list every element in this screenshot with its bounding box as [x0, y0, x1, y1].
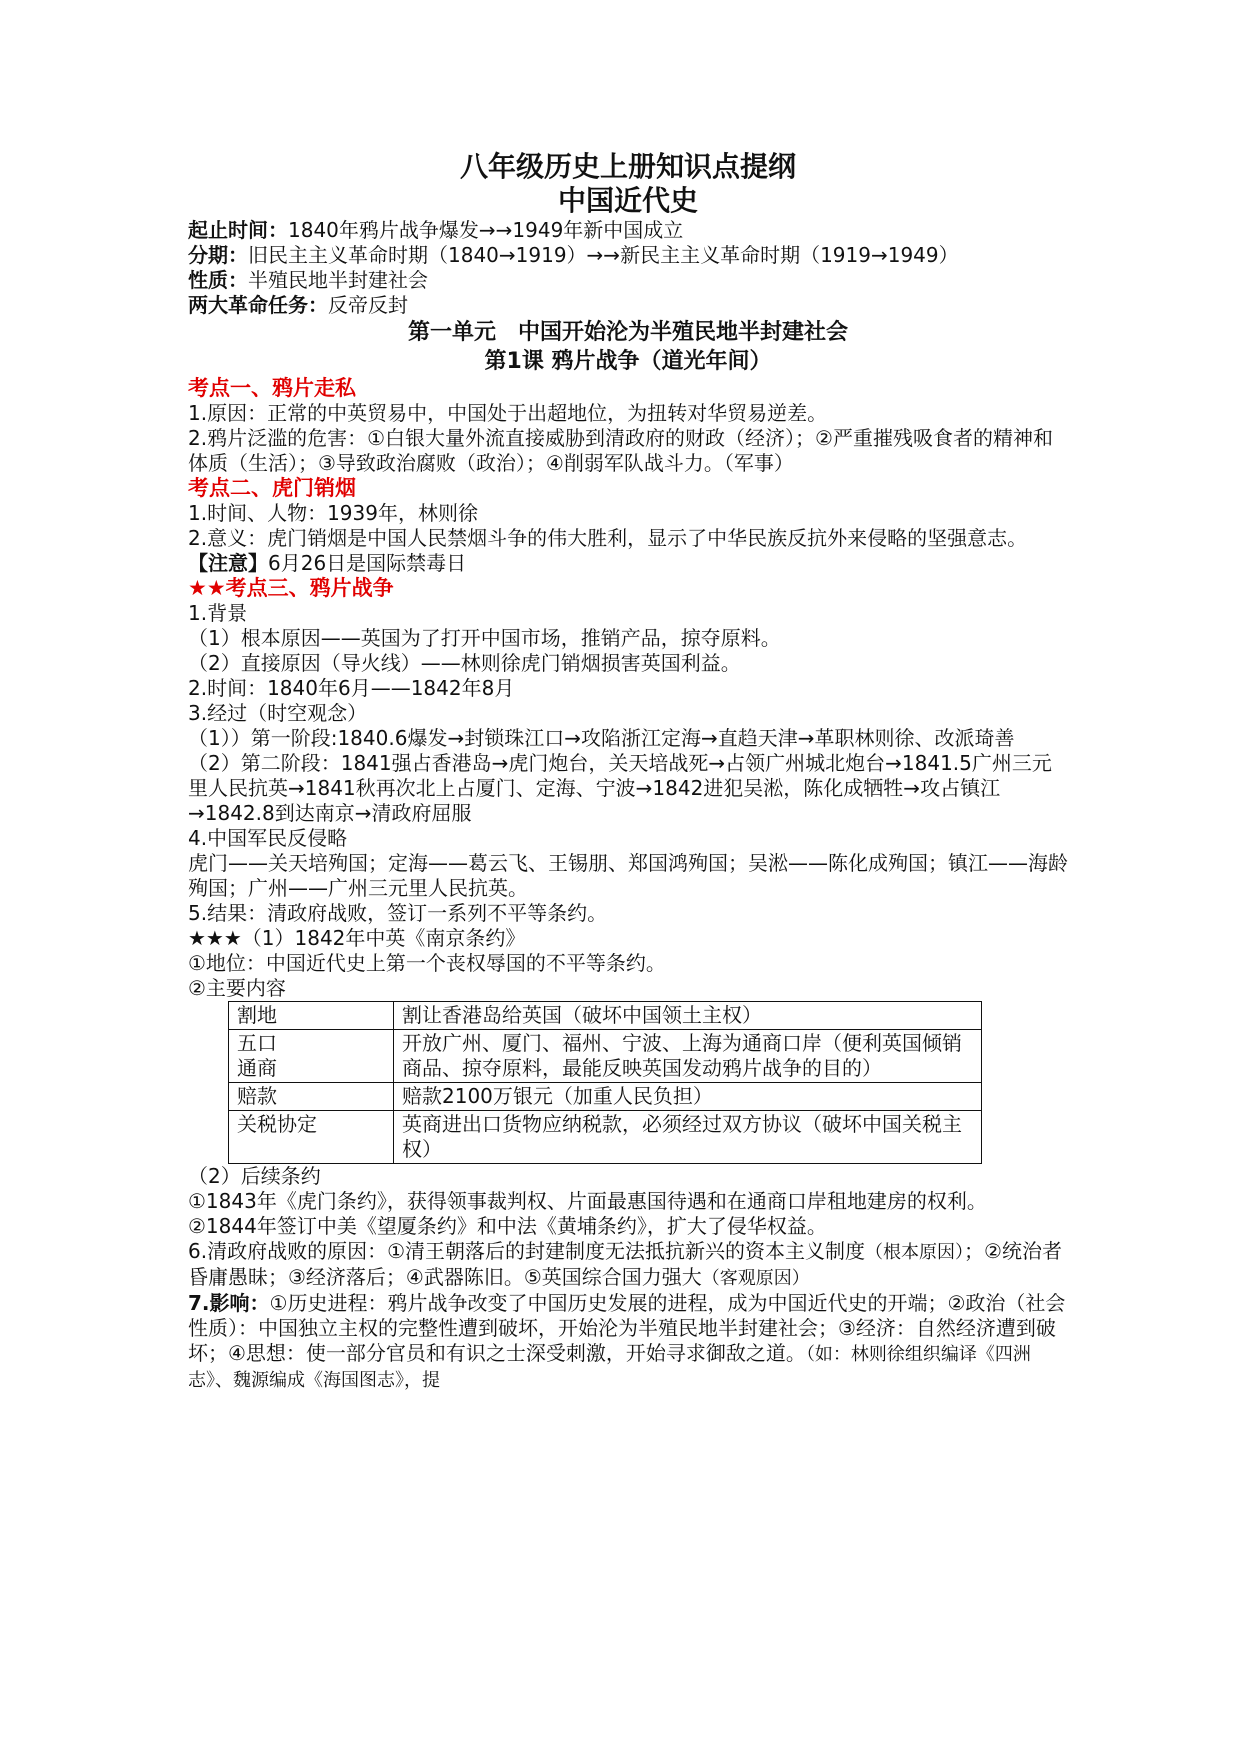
kp3-line: 虎门——关天培殉国；定海——葛云飞、王锡朋、郑国鸿殉国；吴淞——陈化成殉国；镇江——海龄殉国；广州——广州三元里人民抗英。: [188, 851, 1068, 900]
overview-line: [188, 293, 1068, 318]
overview-text: 反帝反封: [328, 293, 408, 317]
kp3-line: ★★★（1）1842年中英《南京条约》: [188, 926, 526, 950]
kp3-line: （2）第二阶段：1841强占香港岛→虎门炮台，关天培战死→占领广州城北炮台→1841.5广州三元里人民抗英→1841秋再次北上占厦门、定海、宁波→1842进犯吴淞，陈化成牺牲→攻占镇江→1842.8到达南京→清政府屈服: [188, 751, 1052, 825]
table-row: [229, 1111, 982, 1164]
overview-label: 起止时间：: [188, 218, 288, 242]
kp3-line: （2）后续条约: [188, 1164, 321, 1188]
kp2-line: 1.时间、人物：1939年，林则徐: [188, 501, 478, 525]
defeat-text: 6.清政府战败的原因：①清王朝落后的封建制度无法抵抗新兴的资本主义制度: [188, 1239, 866, 1263]
overview-label: 分期：: [188, 243, 248, 267]
table-cell-value: 英商进出口货物应纳税款，必须经过双方协议（破坏中国关税主权）: [394, 1111, 982, 1164]
unit-title: 第一单元 中国开始沦为半殖民地半封建社会: [407, 320, 848, 345]
overview-line: [188, 243, 1068, 268]
kp2-line: 2.意义：虎门销烟是中国人民禁烟斗争的伟大胜利，显示了中华民族反抗外来侵略的坚强意志。: [188, 526, 1028, 550]
table-cell-key: 割地: [229, 1002, 394, 1030]
overview-label: 性质：: [188, 268, 248, 292]
kp3-line: 5.结果：清政府战败，签订一系列不平等条约。: [188, 901, 608, 925]
overview-section: [188, 218, 1068, 318]
overview-line: [188, 218, 1068, 243]
lesson-title: 第1课 鸦片战争（道光年间）: [484, 349, 772, 374]
impact-label: 7.影响：: [188, 1291, 270, 1315]
kp2-note: [188, 551, 1068, 576]
kp3-line: （2）直接原因（导火线）——林则徐虎门销烟损害英国利益。: [188, 651, 741, 675]
kp1-line: 2.鸦片泛滥的危害：①白银大量外流直接威胁到清政府的财政（经济）；②严重摧残吸食者的精神和体质（生活）；③导致政治腐败（政治）；④削弱军队战斗力。（军事）: [188, 426, 1053, 475]
kp2-title: 考点二、虎门销烟: [188, 476, 356, 500]
document-title: 八年级历史上册知识点提纲: [459, 150, 796, 183]
note-label: 【注意】: [188, 551, 268, 575]
kp1-line: 1.原因：正常的中英贸易中，中国处于出超地位，为扭转对华贸易逆差。: [188, 401, 828, 425]
overview-text: 1840年鸦片战争爆发→→1949年新中国成立: [288, 218, 684, 242]
kp3-title: ★★考点三、鸦片战争: [188, 576, 394, 600]
document-page: [188, 150, 1068, 1393]
table-cell-value: 割让香港岛给英国（破坏中国领土主权）: [394, 1002, 982, 1030]
kp3-line: ①地位：中国近代史上第一个丧权辱国的不平等条约。: [188, 951, 666, 975]
document-subtitle: 中国近代史: [557, 184, 698, 217]
table-row: [229, 1083, 982, 1111]
kp1-title: 考点一、鸦片走私: [188, 376, 356, 400]
defeat-reasons: [188, 1239, 1068, 1291]
kp3-line: ②1844年签订中美《望厦条约》和中法《黄埔条约》，扩大了侵华权益。: [188, 1214, 827, 1238]
overview-label: 两大革命任务：: [188, 293, 328, 317]
table-cell-value: 赔款2100万银元（加重人民负担）: [394, 1083, 982, 1111]
defeat-note: （根本原因）: [865, 1242, 965, 1263]
overview-line: [188, 268, 1068, 293]
table-cell-key: 关税协定: [229, 1111, 394, 1164]
kp3-line: （1）根本原因——英国为了打开中国市场，推销产品，掠夺原料。: [188, 626, 781, 650]
kp3-line: 3.经过（时空观念）: [188, 701, 368, 725]
overview-text: 半殖民地半封建社会: [248, 268, 428, 292]
defeat-text: ；②统治者昏庸愚昧；③经济落后；④武器陈旧。⑤英国综合国力强大: [188, 1239, 1062, 1289]
defeat-note: （客观原因）: [701, 1268, 810, 1289]
kp3-line: 4.中国军民反侵略: [188, 826, 348, 850]
note-text: 6月26日是国际禁毒日: [268, 551, 467, 575]
impact-paragraph: [188, 1291, 1068, 1393]
table-cell-key: 赔款: [229, 1083, 394, 1111]
treaty-content-table: [228, 1001, 982, 1164]
table-cell-key: 五口 通商: [229, 1030, 394, 1083]
table-row: [229, 1002, 982, 1030]
kp3-line: 1.背景: [188, 601, 248, 625]
kp3-line: （1））第一阶段:1840.6爆发→封锁珠江口→攻陷浙江定海→直趋天津→革职林则徐、改派琦善: [188, 726, 1015, 750]
table-cell-value: 开放广州、厦门、福州、宁波、上海为通商口岸（便利英国倾销商品、掠夺原料，最能反映英国发动鸦片战争的目的）: [394, 1030, 982, 1083]
overview-text: 旧民主主义革命时期（1840→1919）→→新民主主义革命时期（1919→1949）: [248, 243, 959, 267]
kp3-line: ②主要内容: [188, 976, 286, 1000]
impact-tail: （如：林则徐组织编译《四洲志》、魏源编成《海国图志》，提: [188, 1344, 1031, 1391]
impact-text: ①历史进程：鸦片战争改变了中国历史发展的进程，成为中国近代史的开端；②政治（社会性质）：中国独立主权的完整性遭到破坏，开始沦为半殖民地半封建社会；③经济：自然经济遭到破坏；④思想：使一部分官员和有识之士深受刺激，开始寻求御敌之道。: [188, 1291, 1066, 1365]
table-row: [229, 1030, 982, 1083]
kp3-line: ①1843年《虎门条约》，获得领事裁判权、片面最惠国待遇和在通商口岸租地建房的权利。: [188, 1189, 987, 1213]
kp3-line: 2.时间：1840年6月——1842年8月: [188, 676, 515, 700]
